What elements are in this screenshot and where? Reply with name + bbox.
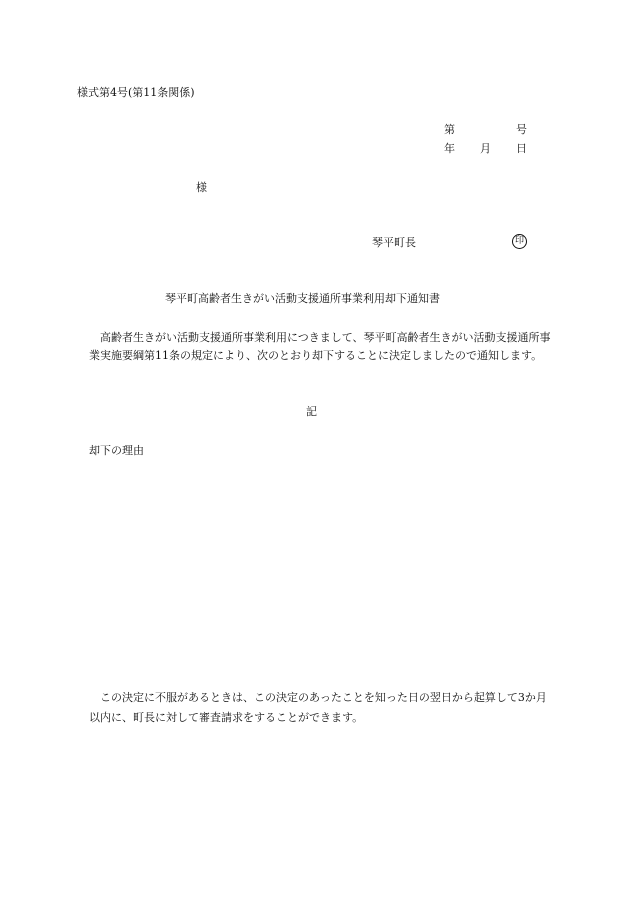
issuer-title: 琴平町長	[372, 236, 416, 249]
document-number-suffix: 号	[516, 123, 527, 136]
document-number-prefix: 第	[444, 123, 455, 136]
date-year-label: 年	[444, 142, 455, 155]
body-paragraph: 高齢者生きがい活動支援通所事業利用につきまして、琴平町高齢者生きがい活動支援通所事業実施要綱第11条の規定により、次のとおり却下することに決定しましたので通知します。	[89, 331, 551, 362]
date-month-label: 月	[480, 142, 491, 155]
rejection-reason-label: 却下の理由	[89, 444, 144, 457]
date-day-label: 日	[516, 142, 527, 155]
seal-mark: 印	[512, 234, 527, 249]
addressee-honorific: 様	[196, 181, 207, 194]
appeal-notice-paragraph: この決定に不服があるときは、この決定のあったことを知った日の翌日から起算して3か月以内に、町長に対して審査請求をすることができます。	[89, 691, 547, 724]
rejection-reason-area	[89, 465, 554, 670]
form-label: 様式第4号(第11条関係)	[77, 86, 195, 99]
document-title: 琴平町高齢者生きがい活動支援通所事業利用却下通知書	[165, 292, 440, 305]
ki-heading: 記	[306, 405, 317, 418]
